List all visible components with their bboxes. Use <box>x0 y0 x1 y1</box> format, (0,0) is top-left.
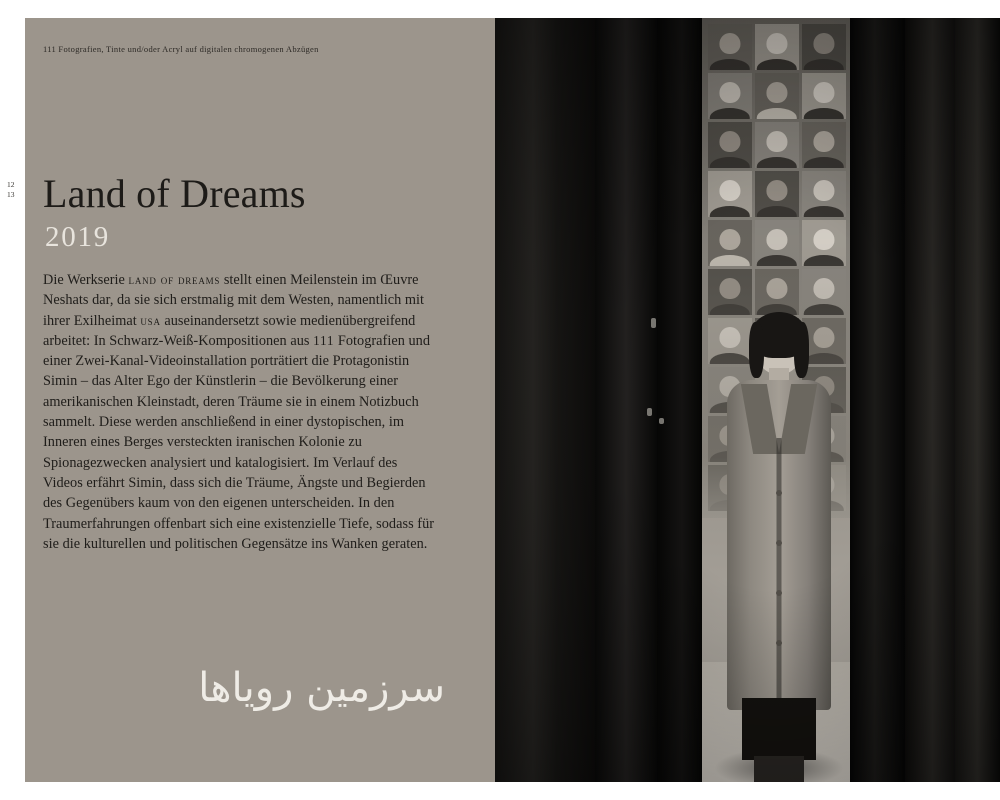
farsi-title: سرزمین رویاها <box>198 665 445 711</box>
corridor-wall-left-3 <box>657 18 702 782</box>
corridor-wall-left-2 <box>595 18 657 782</box>
page-folio <box>7 180 15 200</box>
figure-coat-placket <box>777 438 782 708</box>
figure-skirt <box>742 698 816 760</box>
title-block <box>43 173 463 252</box>
corridor-wall-right-1 <box>850 18 905 782</box>
figure-coat-button <box>776 590 782 596</box>
wall-highlight <box>659 418 664 424</box>
figure-coat-button <box>776 640 782 646</box>
figure-hair-left <box>749 322 764 378</box>
corridor-wall-right-3 <box>955 18 1000 782</box>
credit-line: 111 Fotografien, Tinte und/oder Acryl auf digitalen chromogenen Abzügen <box>43 44 319 54</box>
body-part-1: Die Werkserie <box>43 272 129 288</box>
wall-highlight <box>647 408 652 416</box>
page-title: Land of Dreams <box>43 171 306 216</box>
figure-legs <box>754 756 804 782</box>
body-part-4: Fotografien und einer Zwei-Kanal-Videoinstallation porträtiert die Protagonistin Simin – das Alter Ego der Künstlerin – die Bevölkerung einer amerikanischen Kleinstadt, deren Träume sie in einem Notizbuch sammelt. Diese werden anschließend in einer dystopischen, im Inneren eines Berges versteckten iranischen Kolonie zu Spionagezwecken analysiert und katalogisiert. Im Verlauf des Videos erfährt Simin, dass sich die Träume, Ängste und Begierden des Gegenübers kaum von den eigenen unterscheiden. In den Traumerfahrungen offenbart sich eine existenzielle Tiefe, sodass für sie die kulturellen und politischen Gegensätze ins Wanken geraten. <box>43 332 435 552</box>
left-text-page <box>25 18 495 782</box>
corridor-wall-right-2 <box>905 18 955 782</box>
figure-simin <box>723 318 835 782</box>
smallcaps-series-title: land of dreams <box>128 272 221 287</box>
figure-coat-button <box>776 490 782 496</box>
smallcaps-count: 111 <box>313 332 335 348</box>
body-part-3: auseinandersetzt sowie medienübergreifend arbeitet: In Schwarz-Weiß-Kompositionen aus <box>43 312 416 349</box>
body-text <box>43 270 435 554</box>
body-part-2: stellt einen Meilenstein im Œuvre Neshats dar, da sie sich erstmalig mit dem Westen, namentlich mit ihrer Exilheimat <box>43 272 425 329</box>
wall-highlight <box>651 318 656 328</box>
page-number-right: 13 <box>7 190 15 200</box>
right-photo-page <box>495 18 1000 782</box>
corridor-wall-left-1 <box>495 18 595 782</box>
smallcaps-usa: usa <box>140 312 161 328</box>
figure-coat-button <box>776 540 782 546</box>
work-year: 2019 <box>45 221 110 253</box>
figure-hair-right <box>794 322 809 378</box>
page-number-left: 12 <box>7 180 15 189</box>
